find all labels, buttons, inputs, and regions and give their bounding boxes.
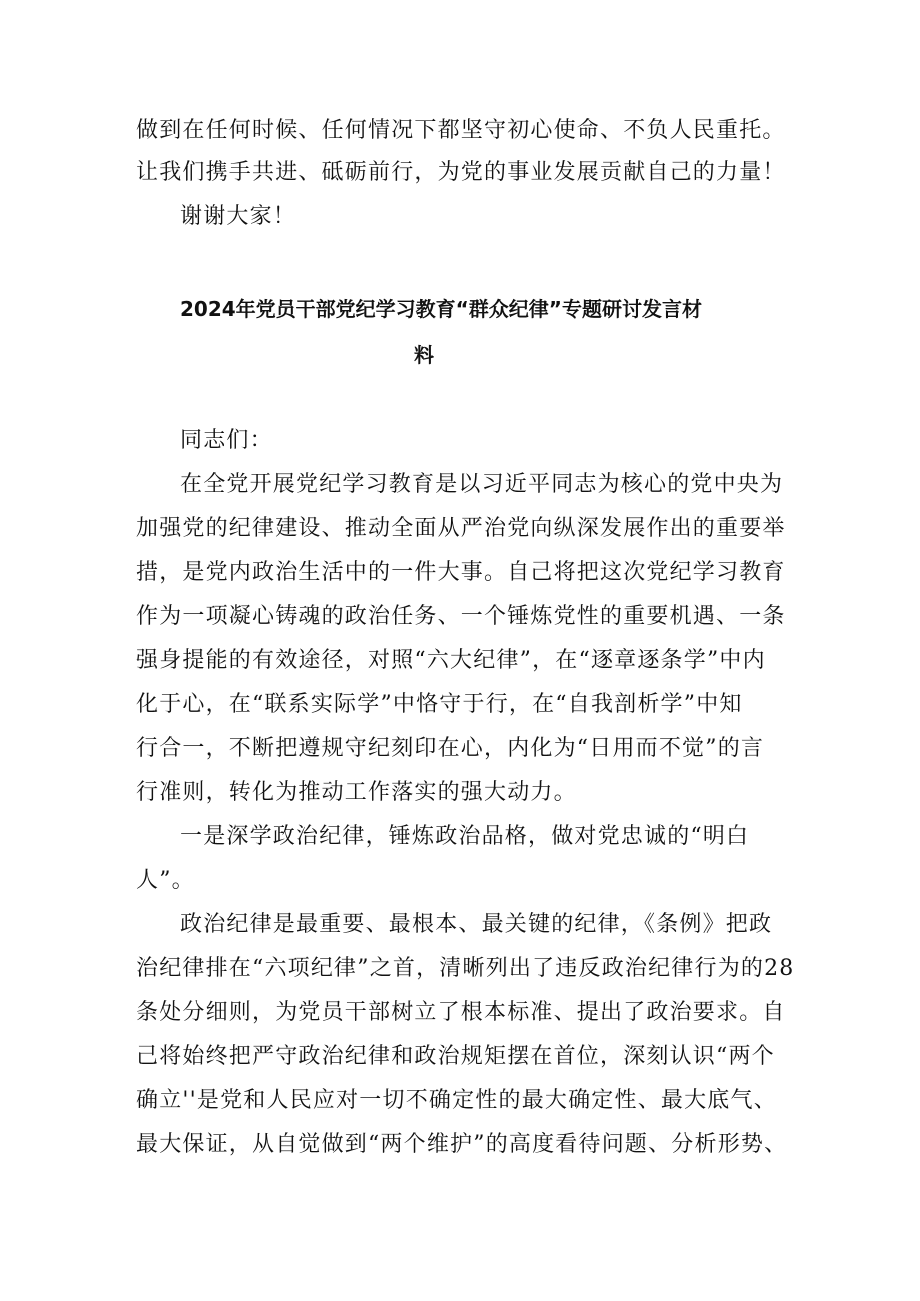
para1-line-3: 措，是党内政治生活中的一件大事。自己将把这次党纪学习教育	[136, 560, 786, 585]
para1-line-4: 作为一项凝心铸魂的政治任务、一个锤炼党性的重要机遇、一条	[136, 604, 786, 629]
para2-line-3: 条处分细则，为党员干部树立了根本标准、提出了政治要求。自	[136, 1000, 786, 1025]
thanks-line: 谢谢大家！	[180, 204, 297, 229]
para2-line-2: 治纪律排在“六项纪律”之首，清晰列出了违反政治纪律行为的28	[136, 956, 795, 981]
para2-line-4: 己将始终把严守政治纪律和政治规矩摆在首位，深刻认识“两个	[136, 1044, 775, 1069]
para2-line-6: 最大保证，从自觉做到“两个维护”的高度看待问题、分析形势、	[136, 1132, 788, 1157]
intro-line-2: 让我们携手共进、砥砺前行，为党的事业发展贡献自己的力量！	[136, 160, 786, 185]
para1-line-1: 在全党开展党纪学习教育是以习近平同志为核心的党中央为	[180, 472, 784, 497]
para1-line-5: 强身提能的有效途径，对照“六大纪律”，在“逐章逐条学”中内	[136, 648, 766, 673]
intro-line-1: 做到在任何时候、任何情况下都坚守初心使命、不负人民重托。	[136, 118, 786, 143]
para1-line-6: 化于心，在“联系实际学”中恪守于行，在“自我剖析学”中知	[136, 692, 743, 717]
heading1-line-2: 人”。	[136, 868, 195, 893]
salutation: 同志们：	[180, 428, 273, 453]
document-title-line-1: 2024年党员干部党纪学习教育“群众纪律”专题研讨发言材	[180, 297, 702, 321]
heading1-line-1: 一是深学政治纪律，锤炼政治品格，做对党忠诚的“明白	[180, 824, 750, 849]
para2-line-1: 政治纪律是最重要、最根本、最关键的纪律，《条例》把政	[180, 912, 773, 937]
para2-line-5: 确立''是党和人民应对一切不确定性的最大确定性、最大底气、	[136, 1088, 777, 1113]
para1-line-2: 加强党的纪律建设、推动全面从严治党向纵深发展作出的重要举	[136, 516, 786, 541]
para1-line-8: 行准则，转化为推动工作落实的强大动力。	[136, 780, 577, 805]
document-title-line-2: 料	[414, 343, 434, 367]
para1-line-7: 行合一，不断把遵规守纪刻印在心，内化为“日用而不觉”的言	[136, 736, 765, 761]
